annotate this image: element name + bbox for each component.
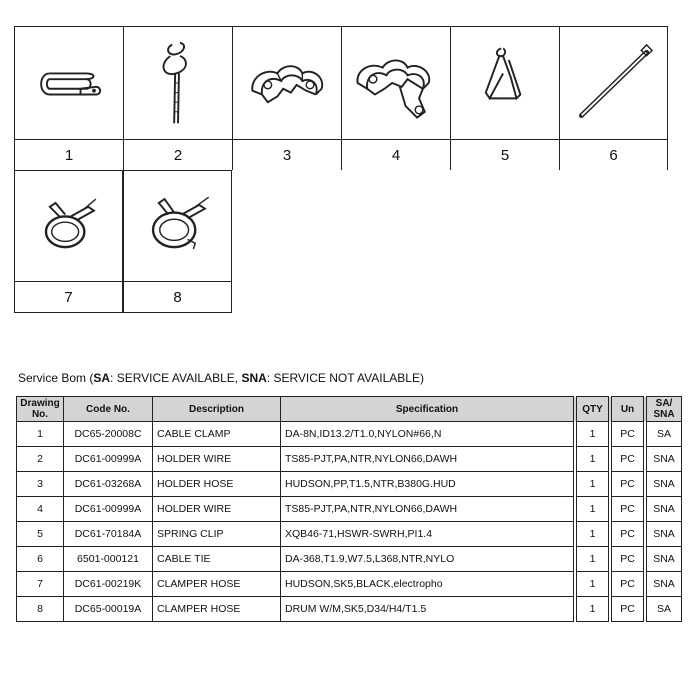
cable-tie-icon bbox=[566, 35, 662, 131]
part-number: 2 bbox=[173, 146, 183, 164]
col-specification: Specification bbox=[281, 397, 574, 422]
table-row: 4 DC61-00999A HOLDER WIRE TS85-PJT,PA,NTR,NYLON66,DAWH 1 PC SNA bbox=[17, 497, 682, 522]
table-row: 6 6501-000121 CABLE TIE DA-368,T1.9,W7.5,L368,NTR,NYLO 1 PC SNA bbox=[17, 547, 682, 572]
holder-hose-icon bbox=[239, 35, 335, 131]
table-row: 3 DC61-03268A HOLDER HOSE HUDSON,PP,T1.5,NTR,B380G.HUD 1 PC SNA bbox=[17, 472, 682, 497]
col-code-no: Code No. bbox=[64, 397, 153, 422]
bom-header-row bbox=[17, 397, 682, 422]
part-cell-2 bbox=[123, 26, 232, 170]
parts-grid bbox=[14, 26, 668, 313]
holder-hose-large-icon bbox=[348, 35, 444, 131]
part-number: 4 bbox=[391, 146, 401, 164]
part-cell-5 bbox=[450, 26, 559, 170]
col-sa-sna: SA/ SNA bbox=[647, 397, 682, 422]
table-row: 2 DC61-00999A HOLDER WIRE TS85-PJT,PA,NTR,NYLON66,DAWH 1 PC SNA bbox=[17, 447, 682, 472]
part-cell-8 bbox=[123, 170, 232, 313]
col-qty: QTY bbox=[577, 397, 609, 422]
part-cell-7 bbox=[14, 170, 123, 313]
part-number: 6 bbox=[609, 146, 618, 164]
sna-abbr: SNA bbox=[241, 371, 267, 385]
parts-row-bottom bbox=[14, 170, 668, 313]
clamper-hose-icon bbox=[130, 178, 226, 274]
part-number: 7 bbox=[64, 288, 73, 306]
bom-title bbox=[18, 371, 424, 385]
part-cell-6 bbox=[559, 26, 668, 170]
part-number: 1 bbox=[64, 146, 74, 164]
col-un: Un bbox=[612, 397, 644, 422]
sa-abbr: SA bbox=[93, 371, 111, 385]
part-number: 3 bbox=[282, 146, 292, 164]
holder-wire-icon bbox=[130, 35, 226, 131]
spring-clip-icon bbox=[457, 35, 553, 131]
part-cell-1 bbox=[14, 26, 123, 170]
bom-title-prefix: Service Bom ( bbox=[18, 371, 94, 385]
table-row: 5 DC61-70184A SPRING CLIP XQB46-71,HSWR-SWRH,PI1.4 1 PC SNA bbox=[17, 522, 682, 547]
cable-clamp-icon bbox=[21, 35, 117, 131]
col-drawing-no: Drawing No. bbox=[17, 397, 64, 422]
table-row: 7 DC61-00219K CLAMPER HOSE HUDSON,SK5,BLACK,electropho 1 PC SNA bbox=[17, 572, 682, 597]
part-number: 8 bbox=[173, 288, 182, 306]
bom-table bbox=[16, 396, 682, 622]
part-cell-4 bbox=[341, 26, 450, 170]
part-number: 5 bbox=[500, 146, 510, 164]
sa-text: : SERVICE AVAILABLE, bbox=[110, 371, 242, 385]
col-description: Description bbox=[153, 397, 281, 422]
sna-text: : SERVICE NOT AVAILABLE) bbox=[266, 371, 424, 385]
table-row: 8 DC65-00019A CLAMPER HOSE DRUM W/M,SK5,D34/H4/T1.5 1 PC SA bbox=[17, 597, 682, 622]
table-row: 1 DC65-20008C CABLE CLAMP DA-8N,ID13.2/T1.0,NYLON#66,N 1 PC SA bbox=[17, 422, 682, 447]
clamper-hose-icon bbox=[21, 178, 117, 274]
bom-body bbox=[17, 422, 682, 622]
part-cell-3 bbox=[232, 26, 341, 170]
parts-row-top bbox=[14, 26, 668, 170]
